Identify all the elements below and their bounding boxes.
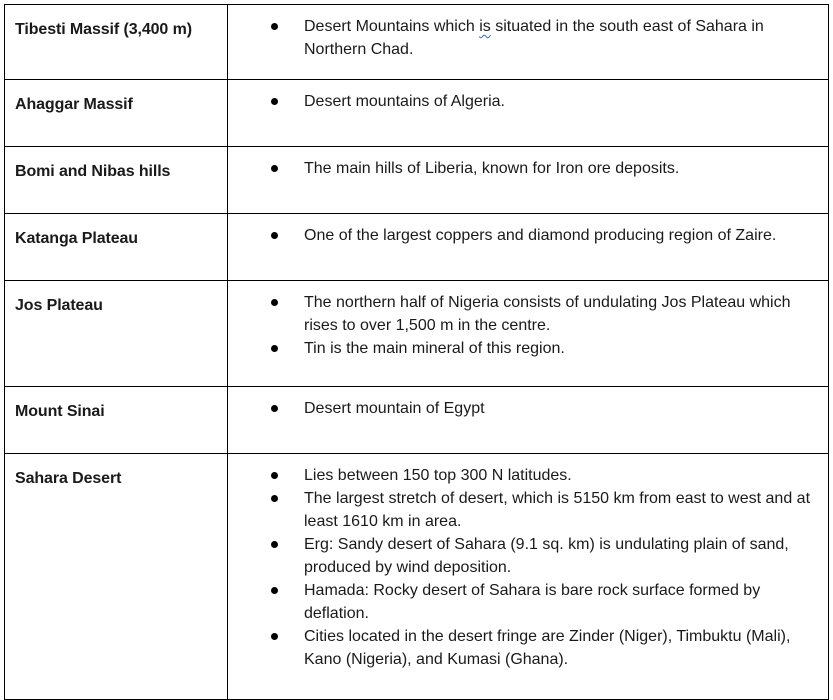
spellcheck-flagged-word[interactable]: is [479, 18, 491, 35]
bullet-icon [271, 405, 278, 412]
bullet-list [228, 90, 820, 113]
bullet-text-start: Desert Mountains which [304, 18, 480, 35]
bullet-item [228, 291, 820, 337]
bullet-text: Desert mountains of Algeria. [304, 93, 505, 110]
bullet-icon [271, 98, 278, 105]
bullet-icon [271, 633, 278, 640]
description-cell [228, 147, 829, 214]
term-cell [5, 214, 228, 281]
bullet-item [228, 487, 820, 533]
bullet-text: The main hills of Liberia, known for Iron ore deposits. [304, 160, 680, 177]
description-cell [228, 281, 829, 387]
table-row [5, 80, 829, 147]
bullet-icon [271, 541, 278, 548]
bullet-item [228, 397, 820, 420]
bullet-icon [271, 299, 278, 306]
term-cell [5, 80, 228, 147]
bullet-item [228, 533, 820, 579]
bullet-text: Cities located in the desert fringe are Zinder (Niger), Timbuktu (Mali), Kano (Nigeria), and Kumasi (Ghana). [304, 628, 791, 668]
bullet-list [228, 397, 820, 420]
term-label: Ahaggar Massif [15, 96, 133, 113]
bullet-text: Hamada: Rocky desert of Sahara is bare rock surface formed by deflation. [304, 582, 761, 622]
table-row [5, 454, 829, 700]
term-label: Katanga Plateau [15, 230, 138, 247]
description-cell [228, 387, 829, 454]
geography-table [4, 4, 829, 700]
description-cell [228, 454, 829, 700]
bullet-list [228, 15, 820, 61]
bullet-icon [271, 23, 278, 30]
bullet-item [228, 90, 820, 113]
bullet-item [228, 337, 820, 360]
table-row [5, 387, 829, 454]
bullet-icon [271, 472, 278, 479]
bullet-icon [271, 345, 278, 352]
term-label: Sahara Desert [15, 470, 122, 487]
bullet-icon [271, 587, 278, 594]
bullet-list [228, 224, 820, 247]
bullet-item [228, 15, 820, 61]
bullet-icon [271, 165, 278, 172]
bullet-text: Tin is the main mineral of this region. [304, 340, 565, 357]
description-cell [228, 80, 829, 147]
bullet-list [228, 291, 820, 360]
term-cell [5, 5, 228, 80]
table-row [5, 281, 829, 387]
bullet-text: Erg: Sandy desert of Sahara (9.1 sq. km) is undulating plain of sand, produced by wind deposition. [304, 536, 789, 576]
term-label: Jos Plateau [15, 297, 103, 314]
term-cell [5, 147, 228, 214]
bullet-text: Lies between 150 top 300 N latitudes. [304, 467, 572, 484]
table-row [5, 147, 829, 214]
table-row [5, 5, 829, 80]
term-cell [5, 454, 228, 700]
bullet-text: Desert mountain of Egypt [304, 400, 485, 417]
bullet-text: The northern half of Nigeria consists of undulating Jos Plateau which rises to over 1,500 m in the centre. [304, 294, 791, 334]
bullet-text: One of the largest coppers and diamond producing region of Zaire. [304, 227, 777, 244]
bullet-item [228, 625, 820, 671]
term-cell [5, 387, 228, 454]
table-row [5, 214, 829, 281]
bullet-icon [271, 232, 278, 239]
bullet-text: The largest stretch of desert, which is 5150 km from east to west and at least 1610 km in area. [304, 490, 811, 530]
term-label: Mount Sinai [15, 403, 105, 420]
bullet-text-end: situated in the south east of Sahara in Northern Chad. [304, 18, 764, 58]
bullet-icon [271, 495, 278, 502]
bullet-list [228, 157, 820, 180]
bullet-item [228, 157, 820, 180]
description-cell [228, 214, 829, 281]
bullet-item [228, 464, 820, 487]
bullet-item [228, 224, 820, 247]
term-cell [5, 281, 228, 387]
bullet-list [228, 464, 820, 671]
term-label: Bomi and Nibas hills [15, 163, 171, 180]
term-label: Tibesti Massif (3,400 m) [15, 21, 192, 38]
description-cell [228, 5, 829, 80]
bullet-item [228, 579, 820, 625]
